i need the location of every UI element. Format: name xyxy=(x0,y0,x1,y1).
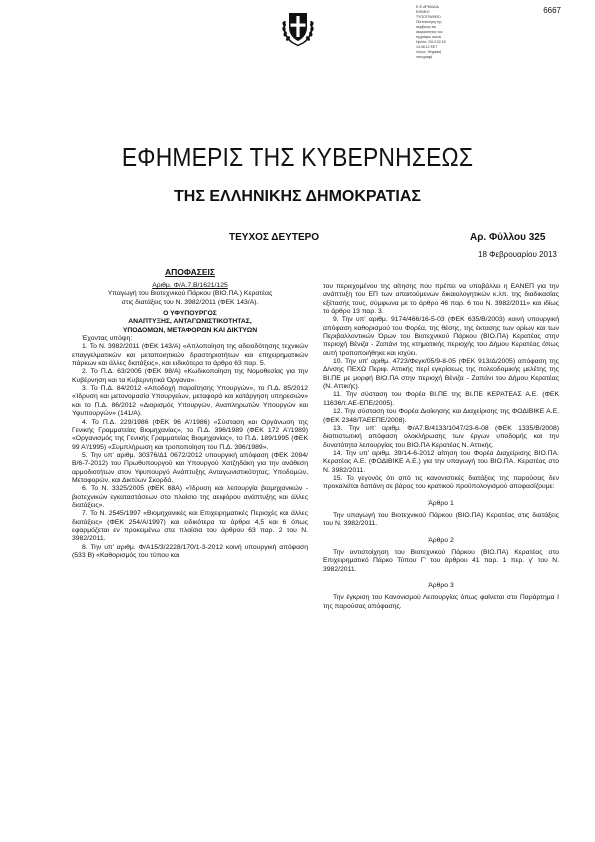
preamble-paragraph: 6. Το Ν. 3325/2005 (ΦΕΚ 68Α) «Ίδρυση και λειτουργία βιομηχανικών - βιοτεχνικών εγκαταστάσεων στο πλαίσιο της αειφόρου ανάπτυξης και άλλες διατάξεις». xyxy=(72,485,308,509)
article-heading: Άρθρο 3 xyxy=(428,582,454,589)
decision-subject: Υπαγωγή του Βιοτεχνικού Πάρκου (ΒΙΟ.ΠΑ.) Κερατέας xyxy=(107,290,273,298)
issue-date: 18 Φεβρουαρίου 2013 xyxy=(478,250,557,259)
preamble-intro: Έχοντας υπόψη: xyxy=(82,335,133,343)
stamp-line: ΕΘΝΙΚΟ xyxy=(416,10,430,14)
minister-title: ΥΠΟΔΟΜΩΝ, ΜΕΤΑΦΟΡΩΝ ΚΑΙ ΔΙΚΤΥΩΝ xyxy=(122,326,258,334)
preamble-paragraph: 14. Την υπ' αριθμ. 39/14-6-2012 αίτηση του Φορέα Διαχείρισης ΒΙΟ.ΠΑ. Κερατέας Α.Ε. (ΦΟΔΙΒΙΚΕ Α.Ε.) για την υπαγωγή του ΒΙΟ.ΠΑ. Κερατέας στο Ν. 3982/2011. xyxy=(323,449,559,474)
decision-reference: Αριθμ. Φ/Α.7.Β/1621/125 xyxy=(152,282,228,289)
preamble-paragraph: του περιεχομένου της αίτησης που πρέπει να υποβάλλει η ΕΑΝΕΠ για την ανάπτυξη του ΕΠ των απαιτούμενων δικαιολογητικών κ.λπ. της διαδικασίας εξέτασής τους, σύμφωνα με το άρθρο 46 παρ. 6 του Ν. 3982/2011» και ιδίως το άρθρο 13 παρ. 3. xyxy=(323,283,559,316)
preamble-paragraph: 1. Το Ν. 3982/2011 (ΦΕΚ 143/Α) «Απλοποίηση της αδειοδότησης τεχνικών επαγγελματικών και μεταποιητικών δραστηριοτήτων και επιχειρηματικών πάρκων και άλλες διατάξεις», και ειδικότερα το άρθρο 63 παρ. 5. xyxy=(72,343,308,368)
page-number: 6667 xyxy=(543,6,561,15)
issue-series: ΤΕΥΧΟΣ ΔΕΥΤΕΡΟ xyxy=(229,232,320,243)
article-heading: Άρθρο 1 xyxy=(428,499,454,507)
gazette-subtitle: ΤΗΣ ΕΛΛΗΝΙΚΗΣ ΔΗΜΟΚΡΑΤΙΑΣ xyxy=(174,188,421,205)
preamble-paragraph: 7. Το Ν. 2545/1997 «Βιομηχανικές και Επιχειρηματικές Περιοχές και άλλες διατάξεις» (ΦΕΚ 254/Α/1997) και ειδικότερα τα άρθρα 4,5 και 6 όπως εφαρμόζεται εν προκειμένω στα πλαίσια του άρθρου 63 παρ. 2 του Ν. 3982/2011. xyxy=(72,510,308,543)
stamp-line: ακρίβειας και xyxy=(416,25,437,29)
article-text: Την υπαγωγή του Βιοτεχνικού Πάρκου (ΒΙΟ.ΠΑ) Κερατέας στις διατάξεις του Ν. 3982/2011. xyxy=(323,511,559,528)
preamble-paragraph: 8. Την υπ' αριθμ. Φ/Α15/3/2228/170/1-3-2012 κοινή υπουργική απόφαση (533 Β) «Καθορισμός του τύπου και xyxy=(72,543,308,559)
gazette-title: ΕΦΗΜΕΡΙΣ ΤΗΣ ΚΥΒΕΡΝΗΣΕΩΣ xyxy=(121,142,474,172)
stamp-line: 14:45:12 EET xyxy=(416,45,438,49)
stamp-line: Ημ/νία: 2013.02.18 xyxy=(416,40,446,44)
minister-title: ΑΝΑΠΤΥΞΗΣ, ΑΝΤΑΓΩΝΙΣΤΙΚΟΤΗΤΑΣ, xyxy=(128,318,252,326)
preamble-paragraph: 12. Την σύσταση του Φορέα Διοίκησης και Διαχείρισης της ΦΟΔΙΒΙΚΕ Α.Ε. (ΦΕΚ 2348/ΤΑΕΕΠΕ/2008). xyxy=(323,408,559,424)
preamble-paragraph: 11. Την σύσταση του Φορέα ΒΙ.ΠΕ της ΒΙ.ΠΕ ΚΕΡΑΤΕΑΣ Α.Ε. (ΦΕΚ 11636/τ.ΑΕ-ΕΠΕ/2005). xyxy=(323,391,559,407)
preamble-paragraph: 4. Το Π.Δ. 229/1986 (ΦΕΚ 96 Α'/1986) «Σύσταση και Οργάνωση της Γενικής Γραμματείας Βιομηχανίας», το Π.Δ. 396/1989 (ΦΕΚ 172 Α'/1989) «Οργανισμός της Γενικής Γραμματείας Βιομηχανίας», το Π.Δ. 189/1995 (ΦΕΚ 99 Α'/1995) «Συμπλήρωση και τροποποίηση του Π.Δ. 396/1989». xyxy=(72,418,308,451)
preamble-paragraph: 15. Το γεγονός ότι από τις κανονιστικές διατάξεις της παρούσας δεν προκαλείται δαπάνη σε βάρος του κρατικού προϋπολογισμού αποφασίζουμε: xyxy=(323,474,559,491)
sheet-number: Αρ. Φύλλου 325 xyxy=(470,232,546,243)
article-text: Την έγκριση του Κανονισμού Λειτουργίας όπως φαίνεται στο Παράρτημα Ι της παρούσας απόφασης. xyxy=(323,594,559,610)
coat-of-arms-icon xyxy=(279,7,317,47)
stamp-line: Ε.Φ.ΑΡΜΟΔΙΑ xyxy=(416,5,439,9)
preamble-paragraph: 10. Την υπ' αριθμ. 4723/Φεγκ/05/9-8-05 (ΦΕΚ 913/Δ/2005) απόφαση της Δ/νσης ΠΕΧΩ Περιφ. Αττικής περί εγκρίσεως της πολεοδομικής μελέτης της ΒΙ.ΠΕ με μορφή ΒΙΟ.ΠΑ στην περιοχή Βένιζα - Ζαπάνι του Δήμου Κερατέας (Ν. Αττικής). xyxy=(323,358,559,391)
decision-subject: στις διατάξεις του Ν. 3982/2011 (ΦΕΚ 143/Α). xyxy=(121,298,259,306)
left-column xyxy=(72,267,308,560)
article-text: Την αντιστοίχηση του Βιοτεχνικού Πάρκου (ΒΙΟ.ΠΑ) Κερατέας στο Επιχειρηματικό Πάρκο Τύπου Γ' του άρθρου 41 παρ. 1 περ. γ' του Ν. 3982/2011. xyxy=(323,548,559,573)
stamp-line: υπογραφή xyxy=(416,55,433,59)
right-column xyxy=(323,283,559,611)
minister-title: Ο ΥΦΥΠΟΥΡΓΟΣ xyxy=(163,310,217,318)
preamble-paragraph: 13. Την υπ' αριθμ. Φ/Α7.Β/4133/1047/23-6-08 (ΦΕΚ 1335/Β/2008) διαπιστωτική απόφαση ολοκλήρωσης των έργων υποδομής και την δυνατότητα λειτουργίας του ΒΙΟ.ΠΑ Κερατέας Ν. Αττικής. xyxy=(323,424,559,449)
stamp-line: ακεραιότητας του xyxy=(416,30,443,34)
preamble-paragraph: 3. Το Π.Δ. 84/2012 «Αποδοχή παραίτησης Υπουργών», το Π.Δ. 85/2012 «Ίδρυση και μετονομασία Υπουργείων, μεταφορά και κατάργηση υπηρεσιών» και το Π.Δ. 86/2012 «Διορισμός Υπουργών, Αναπληρωτών Υπουργών και Υφυπουργών» (141/Α). xyxy=(72,385,308,418)
preamble-paragraph: 2. Το Π.Δ. 63/2005 (ΦΕΚ 98/Α) «Κωδικοποίηση της Νομοθεσίας για την Κυβέρνηση και τα Κυβερνητικά Όργανα». xyxy=(72,368,308,384)
stamp-line: εγγράφου αυτού xyxy=(416,35,442,39)
stamp-line: ΤΥΠΟΓΡΑΦΕΙΟ xyxy=(416,15,441,19)
stamp-line: Πιστοποίηση της xyxy=(416,20,442,24)
preamble-paragraph: 5. Την υπ' αριθμ. 30376/Δ1 0672/2012 υπουργική απόφαση (ΦΕΚ 2094/Β/6-7-2012) του Πρωθυπουργού και Υπουργού Χατζηδάκη για την ανάθεση αρμοδιοτήτων στον Υφυπουργό Ανάπτυξης Ανταγωνιστικότητας, Υποδομών, Μεταφορών, και Δικτύων Σκορδά. xyxy=(72,451,308,484)
section-heading: ΑΠΟΦΑΣΕΙΣ xyxy=(164,267,215,277)
preamble-paragraph: 9. Την υπ' αριθμ. 9174/466/16-5-03 (ΦΕΚ 635/Β/2003) κοινή υπουργική απόφαση καθορισμού του Φορέα, της θέσης, της έκτασης των ορίων και των Περιβαλλοντικών Όρων του Βιοτεχνικού Πάρκου (ΒΙΟ.ΠΑ) Κερατέας στην περιοχή Βένιζα - Ζαπάνι της κτηματικής περιοχής του Δήμου Κερατέας όπως αυτή τροποποιήθηκε και ισχύει. xyxy=(323,316,559,357)
article-heading: Άρθρο 2 xyxy=(428,536,454,544)
stamp-line: Λόγος: Ψηφιακή xyxy=(416,50,442,54)
digital-signature-stamp xyxy=(416,5,480,60)
